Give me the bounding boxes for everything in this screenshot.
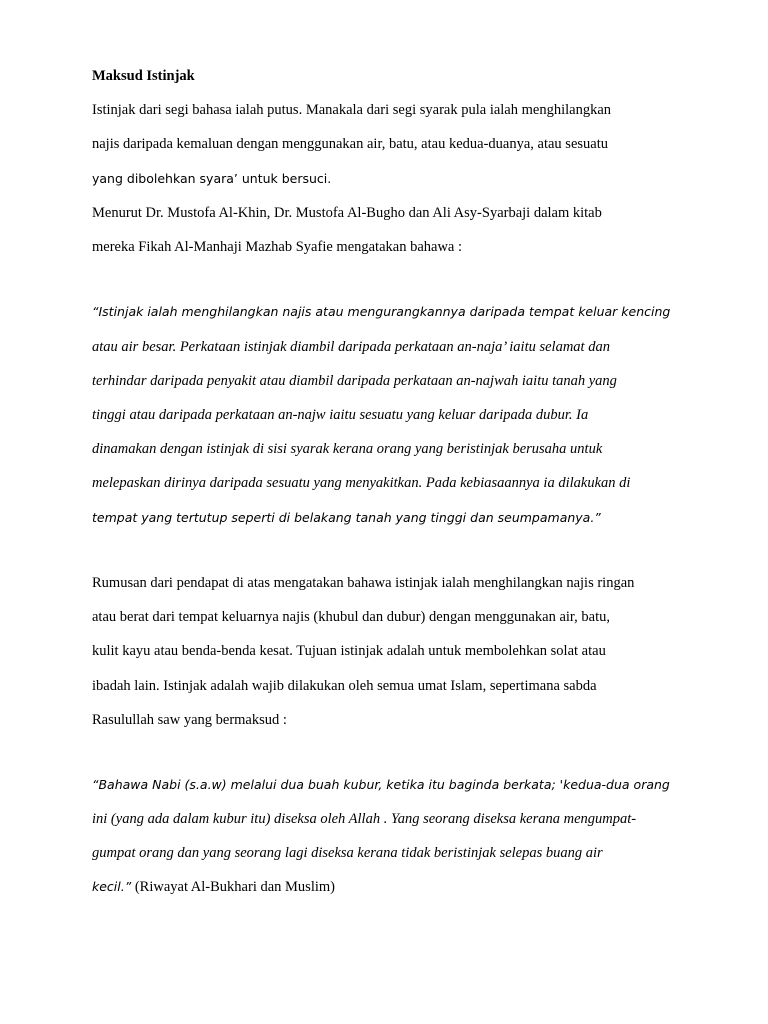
para1-line-2: najis daripada kemaluan dengan menggunakan air, batu, atau kedua-duanya, atau sesuatu [92,136,608,152]
quote2-line-1: “Bahawa Nabi (s.a.w) melalui dua buah kubur, ketika itu baginda berkata; 'kedua-dua orang [92,777,670,792]
quote1-line-7: tempat yang tertutup seperti di belakang tanah yang tinggi dan seumpamanya.” [92,510,601,525]
quote2-line-2: ini (yang ada dalam kubur itu) diseksa oleh Allah . Yang seorang diseksa kerana mengumpat- [92,811,637,827]
quote2-line-4 [92,878,335,896]
para2-line-1: Menurut Dr. Mustofa Al-Khin, Dr. Mustofa Al-Bugho dan Ali Asy-Syarbaji dalam kitab [92,205,602,221]
para1-line-1: Istinjak dari segi bahasa ialah putus. Manakala dari segi syarak pula ialah menghilangkan [92,102,612,118]
quote2-closing: kecil.” [92,879,132,894]
quote1-line-2: atau air besar. Perkataan istinjak diambil daripada perkataan an-naja’ iaitu selamat dan [92,339,610,355]
section-heading: Maksud Istinjak [92,68,195,84]
para3-line-2: atau berat dari tempat keluarnya najis (khubul dan dubur) dengan menggunakan air, batu, [92,609,611,625]
quote1-line-1: “Istinjak ialah menghilangkan najis atau mengurangkannya daripada tempat keluar kencing [92,304,671,319]
para1-line-3: yang dibolehkan syara’ untuk bersuci. [92,171,332,186]
para3-line-5: Rasulullah saw yang bermaksud : [92,712,287,728]
quote1-line-6: melepaskan dirinya daripada sesuatu yang menyakitkan. Pada kebiasaannya ia dilakukan di [92,475,631,491]
para3-line-4: ibadah lain. Istinjak adalah wajib dilakukan oleh semua umat Islam, sepertimana sabda [92,678,597,694]
quote1-line-5: dinamakan dengan istinjak di sisi syarak kerana orang yang beristinjak berusaha untuk [92,441,603,457]
para3-line-1: Rumusan dari pendapat di atas mengatakan bahawa istinjak ialah menghilangkan najis ringan [92,575,635,591]
quote2-line-3: gumpat orang dan yang seorang lagi diseksa kerana tidak beristinjak selepas buang air [92,845,603,861]
quote1-line-4: tinggi atau daripada perkataan an-najw iaitu sesuatu yang keluar daripada dubur. Ia [92,407,589,423]
quote1-line-3: terhindar daripada penyakit atau diambil daripada perkataan an-najwah iaitu tanah yang [92,373,617,389]
para3-line-3: kulit kayu atau benda-benda kesat. Tujuan istinjak adalah untuk membolehkan solat atau [92,643,606,659]
hadith-attribution: (Riwayat Al-Bukhari dan Muslim) [134,879,335,895]
para2-line-2: mereka Fikah Al-Manhaji Mazhab Syafie mengatakan bahawa : [92,239,463,255]
